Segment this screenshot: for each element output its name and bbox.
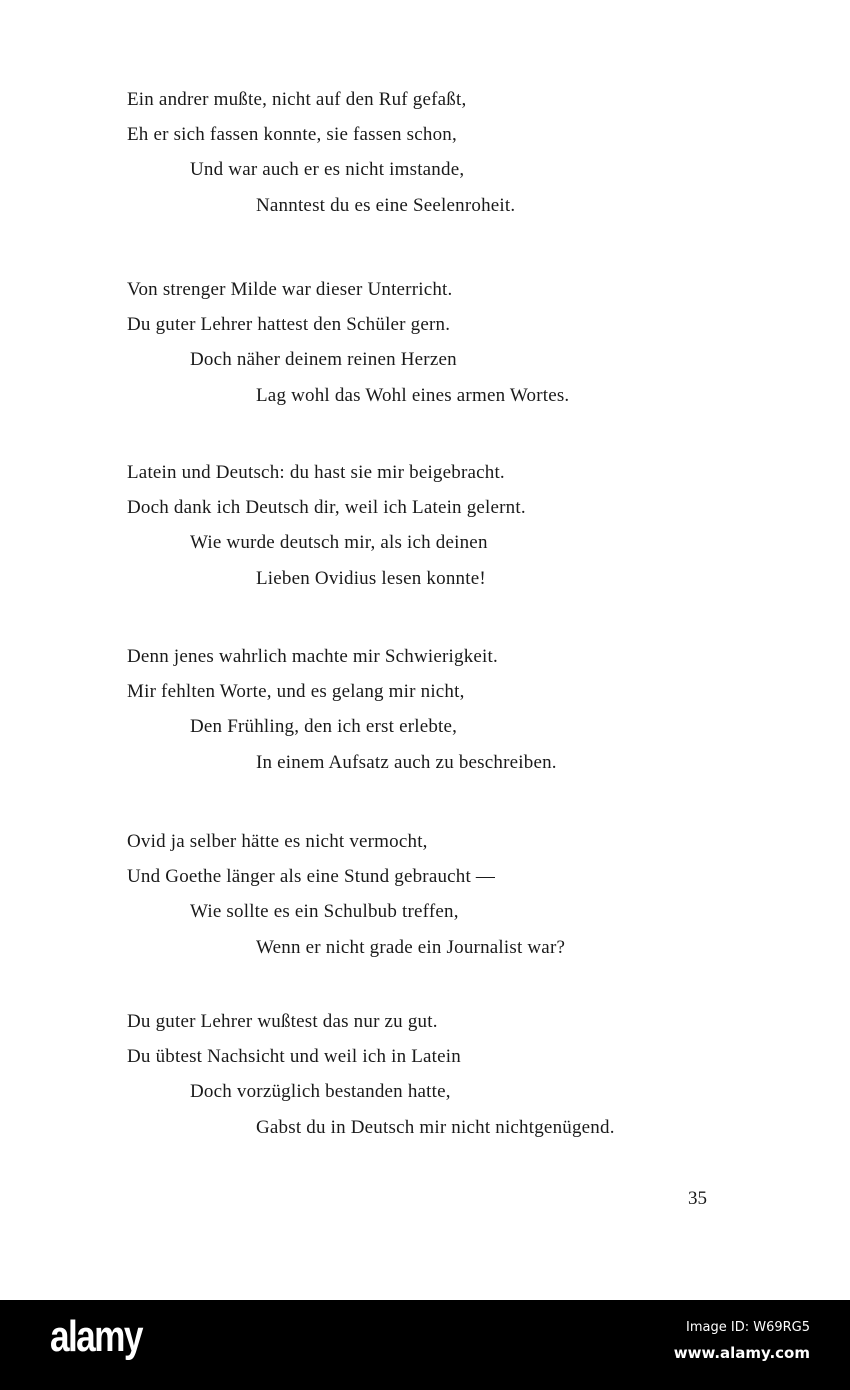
poem-line: Und war auch er es nicht imstande, bbox=[190, 159, 465, 180]
poem-line: Wenn er nicht grade ein Journalist war? bbox=[256, 937, 566, 958]
image-id: Image ID: W69RG5 bbox=[686, 1320, 810, 1335]
poem-line: Eh er sich fassen konnte, sie fassen schon, bbox=[127, 124, 457, 145]
poem-line: Nanntest du es eine Seelenroheit. bbox=[256, 195, 516, 216]
poem-line: Gabst du in Deutsch mir nicht nichtgenügend. bbox=[256, 1117, 615, 1138]
poem-line: Lieben Ovidius lesen konnte! bbox=[256, 568, 486, 589]
poem-line: Ein andrer mußte, nicht auf den Ruf gefaßt, bbox=[127, 89, 467, 110]
poem-line: Mir fehlten Worte, und es gelang mir nicht, bbox=[127, 681, 465, 702]
poem-line: Doch dank ich Deutsch dir, weil ich Latein gelernt. bbox=[127, 497, 526, 518]
poem-line: Wie sollte es ein Schulbub treffen, bbox=[190, 901, 459, 922]
poem-line: Ovid ja selber hätte es nicht vermocht, bbox=[127, 831, 428, 852]
watermark-url: www.alamy.com bbox=[673, 1344, 810, 1362]
poem-line: In einem Aufsatz auch zu beschreiben. bbox=[256, 752, 557, 773]
watermark-bar bbox=[0, 1300, 850, 1390]
poem-line: Doch vorzüglich bestanden hatte, bbox=[190, 1081, 451, 1102]
alamy-logo: alamy bbox=[50, 1312, 142, 1361]
poem-line: Lag wohl das Wohl eines armen Wortes. bbox=[256, 385, 570, 406]
poem-line: Du übtest Nachsicht und weil ich in Latein bbox=[127, 1046, 461, 1067]
poem-line: Du guter Lehrer wußtest das nur zu gut. bbox=[127, 1011, 438, 1032]
poem-line: Doch näher deinem reinen Herzen bbox=[190, 349, 457, 370]
poem-line: Wie wurde deutsch mir, als ich deinen bbox=[190, 532, 488, 553]
poem-line: Und Goethe länger als eine Stund gebraucht — bbox=[127, 866, 496, 887]
poem-line: Latein und Deutsch: du hast sie mir beigebracht. bbox=[127, 462, 505, 483]
page-number: 35 bbox=[688, 1188, 707, 1209]
poem-line: Den Frühling, den ich erst erlebte, bbox=[190, 716, 458, 737]
poem-line: Denn jenes wahrlich machte mir Schwierigkeit. bbox=[127, 646, 498, 667]
poem-line: Von strenger Milde war dieser Unterricht. bbox=[127, 279, 453, 300]
poem-line: Du guter Lehrer hattest den Schüler gern. bbox=[127, 314, 451, 335]
